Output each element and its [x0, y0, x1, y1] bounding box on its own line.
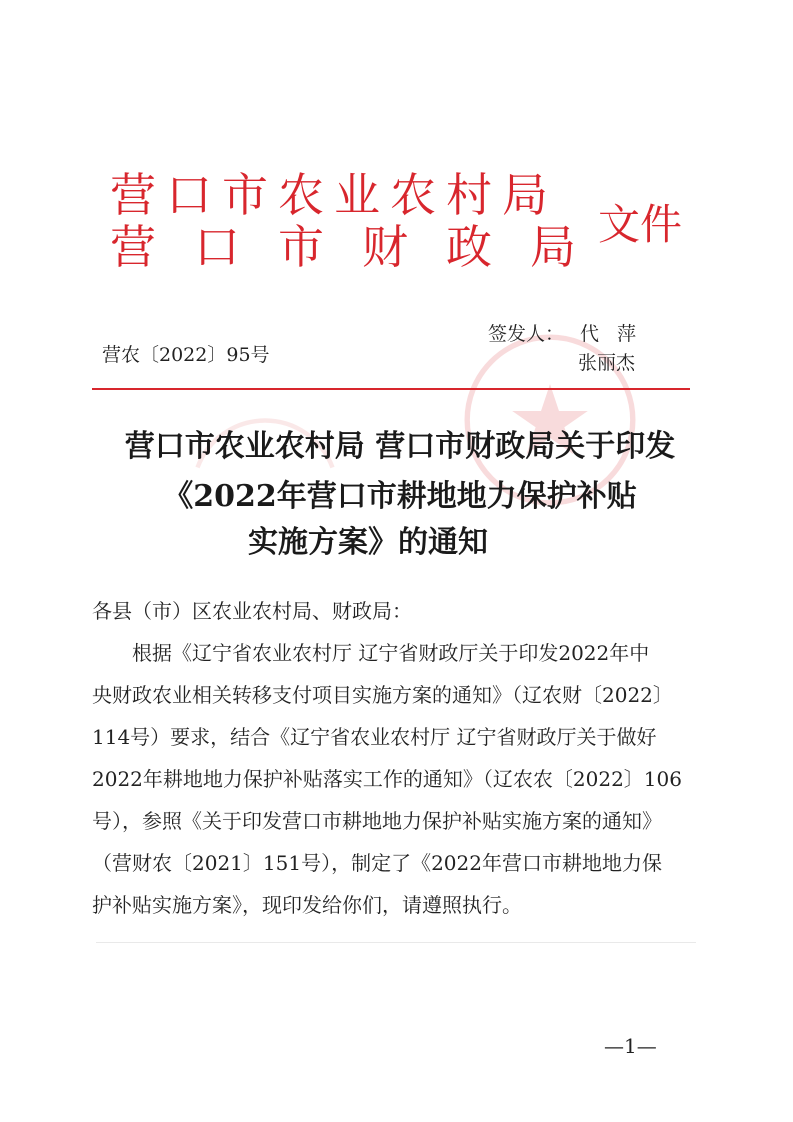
- addressee: 各县（市）区农业农村局、财政局：: [92, 599, 412, 623]
- body-paragraph-line: 114号）要求，结合《辽宁省农业农村厅 辽宁省财政厅关于做好: [92, 725, 657, 749]
- body-paragraph-line: （营财农〔2021〕151号），制定了《2022年营口市耕地地力保: [92, 851, 662, 875]
- document-title: 实施方案》的通知: [248, 525, 488, 560]
- footer-divider: [96, 942, 696, 943]
- body-paragraph-line: 根据《辽宁省农业农村厅 辽宁省财政厅关于印发2022年中: [132, 641, 650, 665]
- signer-label: 签发人：: [488, 323, 565, 345]
- body-paragraph-line: 护补贴实施方案》，现印发给你们，请遵照执行。: [92, 893, 522, 917]
- document-mark: 文件: [598, 200, 683, 249]
- document-title: 《2022年营口市耕地地力保护补贴: [163, 479, 637, 514]
- issuer-finance-bureau: 营口市财政局: [110, 220, 614, 274]
- signer-name: 张丽杰: [578, 352, 636, 374]
- body-paragraph-line: 央财政农业相关转移支付项目实施方案的通知》（辽农财〔2022〕: [92, 683, 673, 707]
- document-number: 营农〔2022〕95号: [102, 344, 270, 366]
- document-title: 营口市农业农村局 营口市财政局关于印发: [124, 429, 676, 464]
- header-divider: [92, 388, 690, 390]
- signer-name: 代萍: [580, 323, 655, 345]
- body-paragraph-line: 2022年耕地地力保护补贴落实工作的通知》（辽农农〔2022〕106: [92, 767, 682, 791]
- page-number: —1—: [604, 1034, 657, 1058]
- body-paragraph-line: 号），参照《关于印发营口市耕地地力保护补贴实施方案的通知》: [92, 809, 662, 833]
- issuer-agriculture-bureau: 营口市农业农村局: [110, 168, 558, 222]
